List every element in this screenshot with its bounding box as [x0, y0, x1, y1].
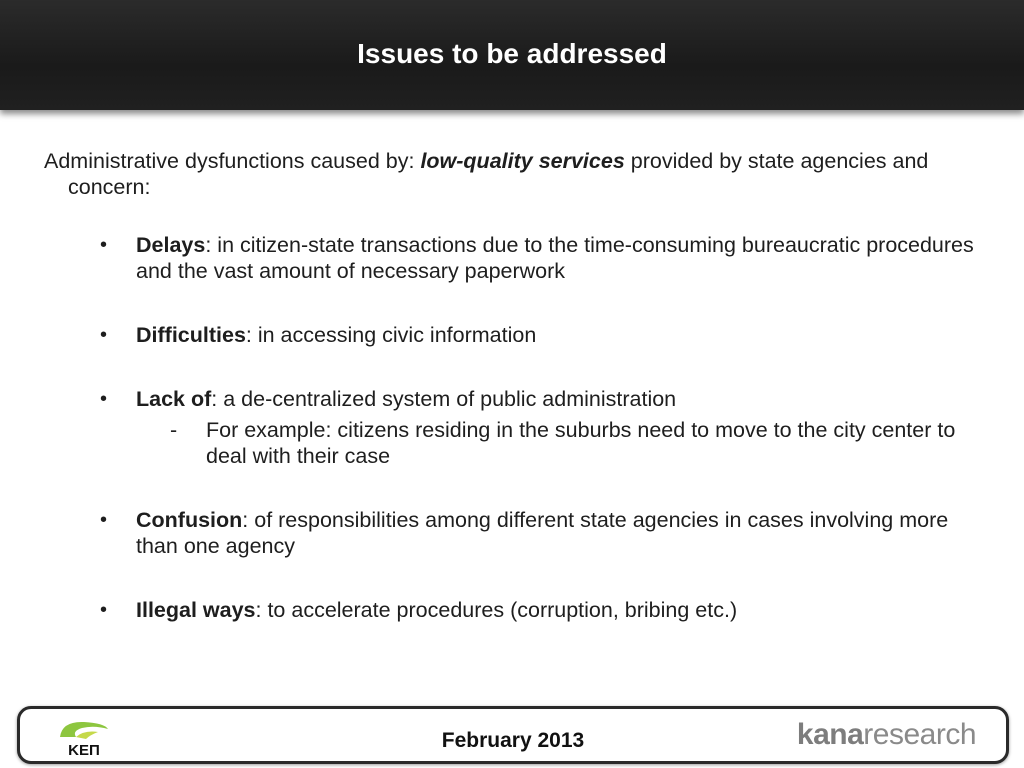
kanaresearch-logo-brand: kana: [796, 718, 864, 751]
footer-date: February 2013: [441, 729, 585, 752]
bullet-text: : of responsibilities among different state agencies in cases involving more than one agency: [136, 508, 949, 558]
title-bar: [0, 0, 1024, 110]
intro-after: provided by state agencies and concern:: [68, 149, 929, 199]
bullet-term: Illegal ways: [136, 598, 256, 622]
bullet-list: [44, 232, 984, 623]
sub-bullet-item: [136, 417, 984, 469]
bullet-item: [44, 322, 984, 348]
bullet-dot-icon: •: [100, 324, 108, 346]
slide-title: Issues to be addressed: [357, 38, 667, 69]
bullet-term: Confusion: [136, 508, 243, 532]
bullet-term: Difficulties: [136, 323, 246, 347]
kep-logo-text: ΚΕΠ: [68, 742, 100, 757]
bullet-text: : in accessing civic information: [245, 323, 537, 347]
bullet-item: [44, 597, 984, 623]
bullet-term: Lack of: [136, 387, 212, 411]
bullet-text: : to accelerate procedures (corruption, bribing etc.): [255, 598, 738, 622]
bullet-item: [44, 386, 984, 469]
intro-paragraph: [44, 148, 984, 200]
footer-bar: [17, 706, 1009, 764]
intro-emphasis: low-quality services: [420, 149, 625, 173]
dash-icon: -: [170, 418, 178, 442]
kanaresearch-logo-rest: research: [863, 718, 976, 751]
sub-bullet-text: For example: citizens residing in the suburbs need to move to the city center to deal with their case: [206, 418, 956, 468]
kanaresearch-logo: [797, 718, 976, 752]
bullet-dot-icon: •: [100, 388, 108, 410]
bullet-text: : a de-centralized system of public administration: [211, 387, 677, 411]
bullet-text: : in citizen-state transactions due to the time-consuming bureaucratic procedures and the vast amount of necessary paperwork: [136, 233, 974, 283]
bullet-term: Delays: [136, 233, 206, 257]
slide-content: [44, 148, 984, 661]
intro-before: Administrative dysfunctions caused by:: [44, 149, 421, 173]
bullet-item: [44, 507, 984, 559]
bullet-item: [44, 232, 984, 284]
bullet-dot-icon: •: [100, 234, 108, 256]
bullet-dot-icon: •: [100, 509, 108, 531]
bullet-dot-icon: •: [100, 599, 108, 621]
